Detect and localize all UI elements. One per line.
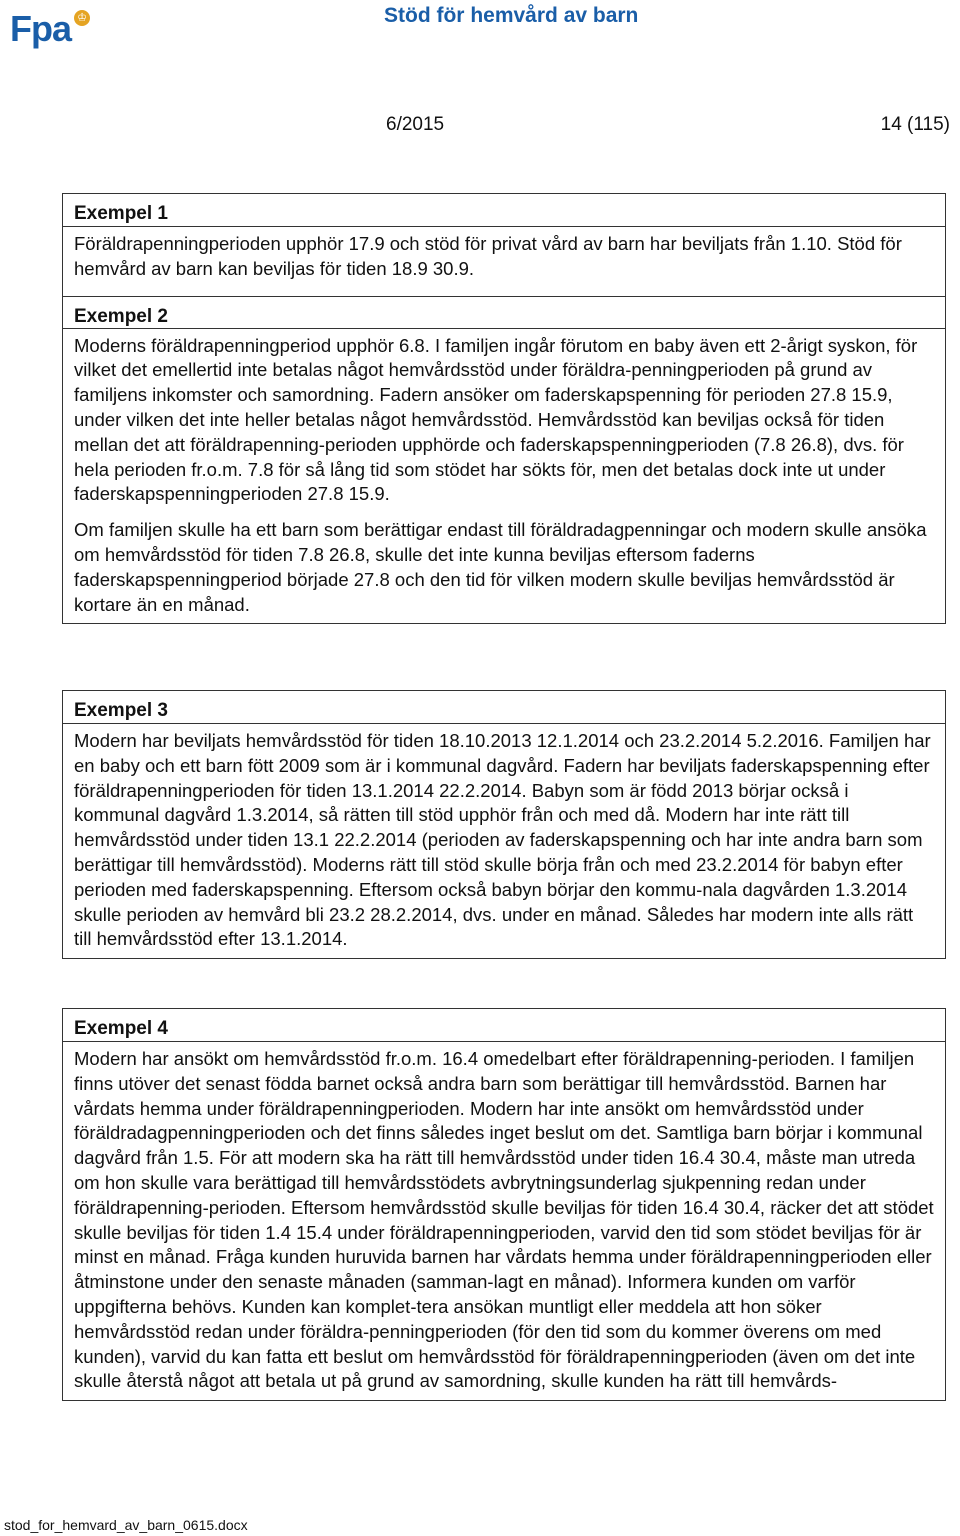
example-4-heading: Exempel 4 bbox=[74, 1018, 168, 1039]
example-1-body bbox=[63, 227, 945, 623]
example-box-1-2 bbox=[62, 193, 946, 624]
example-3-paragraph: Modern har beviljats hemvårdsstöd för tiden 18.10.2013 12.1.2014 och 23.2.2014 5.2.2016. Familjen har en baby och ett barn fött 2009 som är i kommunal dagvård. Fadern har beviljats faderskapspenning efter föräldrapenningperioden för tiden 13.1.2014 22.2.2014. Babyn som är född 2013 börjar också i kommunal dagvård 1.3.2014, så rätten till stöd upphör från och med då. Modern har inte rätt till hemvårdsstöd under tiden 13.1 22.2.2014 (perioden av faderskapspenning och har inte andra barn som berättigar till hemvårdsstöd). Moderns rätt till stöd skulle börja från och med 23.2.2014 för babyn efter perioden med faderskapspenning. Eftersom också babyn börjar den kommu-nala dagvården 1.3.2014 skulle perioden av hemvård bli 23.2 28.2.2014, dvs. under en månad. Således har modern inte alls rätt till hemvårdsstöd efter 13.1.2014. bbox=[74, 730, 931, 950]
example-3-body bbox=[63, 724, 945, 958]
example-4-header bbox=[63, 1009, 945, 1042]
example-2-header bbox=[63, 296, 945, 329]
example-1-heading: Exempel 1 bbox=[74, 203, 168, 224]
fpa-logo bbox=[10, 6, 100, 52]
example-2-heading: Exempel 2 bbox=[74, 305, 168, 327]
example-4-paragraph: Modern har ansökt om hemvårdsstöd fr.o.m. 16.4 omedelbart efter föräldrapenning-perioden. I familjen finns utöver det senast födda barnet också andra barn som berättigar till hemvårdsstöd. Barnen har vårdats hemma under föräldrapenningperioden. Modern har inte ansökt om hemvårdsstöd under föräldradagpenningperioden och det finns således inget beslut om det. Samtliga barn börjar i kommunal dagvård från 1.5. För att modern ska ha rätt till hemvårdsstöd under tiden 16.4 30.4, måste man utreda om hon skulle vara berättigad till hemvårdsstödets avbrytningsunderlag sjukpenning redan under föräldrapenning-perioden. Eftersom hemvårdsstöd skulle beviljas för tiden 16.4 30.4, räcker det att stödet skulle beviljas för tiden 1.4 15.4 under föräldrapenningperioden, varvid den tid som stödet beviljas för är minst en månad. Fråga kunden huruvida barnen har vårdats hemma under föräldrapenningperioden eller åtminstone under den senaste månaden (samman-lagt en månad). Informera kunden om varför uppgifterna behövs. Kunden kan komplet-tera ansökan muntligt eller meddela att hon söker hemvårdsstöd redan under föräldra-penningperioden (för den tid som du kommer överens om med kunden), varvid du kan fatta ett beslut om hemvårdsstöd för föräldrapenningperioden (även om det inte skulle återstå något att betala ut på grund av samordning, skulle kunden ha rätt till hemvårds- bbox=[74, 1048, 934, 1392]
example-2-body bbox=[74, 329, 934, 618]
example-4-body bbox=[63, 1042, 945, 1400]
page-number: 14 (115) bbox=[880, 114, 950, 135]
example-2-paragraph-2: Om familjen skulle ha ett barn som berättigar endast till föräldradagpenningar och modern skulle ansöka om hemvårdsstöd för tiden 7.8 26.8, skulle det inte kunna beviljas eftersom faderns faderskapspenningperiod började 27.8 och den tid för vilken modern skulle beviljas hemvårdsstöd är kortare än en månad. bbox=[74, 519, 927, 615]
crown-icon: ♔ bbox=[74, 10, 90, 26]
example-1-header bbox=[63, 194, 945, 227]
example-2-paragraph-1: Moderns föräldrapenningperiod upphör 6.8. I familjen ingår förutom en baby även ett 2-årigt syskon, för vilket det emellertid inte betalas något hemvårdsstöd under föräldra-penningperioden på grund av familjens inkomster och samordning. Fadern ansöker om faderskapspenning för perioden 27.8 15.9, under vilken det inte heller betalas något hemvårdsstöd. Hemvårdsstöd kan beviljas också för tiden mellan det att föräldrapenning-perioden upphörde och faderskapspenningperioden (7.8 26.8), dvs. för hela perioden fr.o.m. 7.8 för så lång tid som stödet har sökts för, men det betalas dock inte ut under faderskapspenningperioden 27.8 15.9. bbox=[74, 334, 918, 505]
document-date: 6/2015 bbox=[386, 114, 445, 135]
example-3-header bbox=[63, 691, 945, 724]
logo-text: Fpa bbox=[10, 8, 72, 49]
example-1-paragraph: Föräldrapenningperioden upphör 17.9 och stöd för privat vård av barn har beviljats från 1.10. Stöd för hemvård av barn kan beviljas för tiden 18.9 30.9. bbox=[74, 233, 902, 279]
page-title: Stöd för hemvård av barn bbox=[384, 4, 639, 27]
example-box-4 bbox=[62, 1008, 946, 1401]
footer-filename: stod_for_hemvard_av_barn_0615.docx bbox=[4, 1517, 248, 1533]
example-3-heading: Exempel 3 bbox=[74, 700, 168, 721]
example-box-3 bbox=[62, 690, 946, 959]
